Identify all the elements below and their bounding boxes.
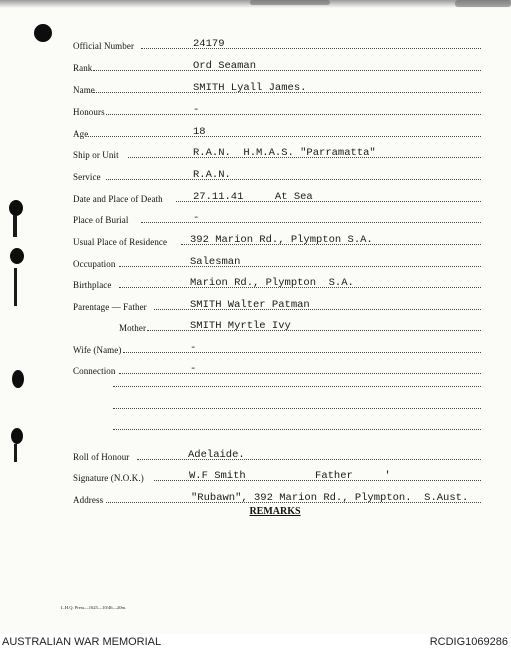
punch-hole xyxy=(9,200,23,216)
field-label: Name xyxy=(73,85,95,95)
form-row xyxy=(73,168,481,182)
field-value: Marion Rd., Plympton S.A. xyxy=(190,277,354,289)
form-row xyxy=(73,298,481,312)
field-label: Occupation xyxy=(73,259,116,269)
dotted-rule xyxy=(123,352,481,353)
dotted-rule xyxy=(119,373,481,374)
punch-hole xyxy=(34,24,52,42)
field-value: 27.11.41 At Sea xyxy=(193,191,313,203)
form-row xyxy=(73,276,481,290)
field-value: Ord Seaman xyxy=(193,60,257,72)
field-label: Wife (Name) xyxy=(73,345,122,355)
form-row xyxy=(73,341,481,355)
field-label: Service xyxy=(73,172,101,182)
field-value: - xyxy=(193,212,200,224)
field-value: R.A.N. H.M.A.S. "Parramatta" xyxy=(193,147,376,159)
punch-hole xyxy=(10,248,24,264)
field-label: Ship or Unit xyxy=(73,150,119,160)
field-value: SMITH Lyall James. xyxy=(193,82,307,94)
scan-smudge xyxy=(455,0,511,7)
field-label: Official Number xyxy=(73,41,135,51)
field-value: Adelaide. xyxy=(188,449,245,461)
field-label: Place of Burial xyxy=(73,215,129,225)
field-value: SMITH Walter Patman xyxy=(190,299,310,311)
binding-clip xyxy=(14,444,17,462)
field-value: 24179 xyxy=(193,38,225,50)
form-row xyxy=(73,146,481,160)
dotted-rule xyxy=(141,222,481,223)
form-row xyxy=(73,362,481,376)
dotted-rule xyxy=(106,179,481,180)
field-label: Birthplace xyxy=(73,280,112,290)
field-label: Connection xyxy=(73,366,116,376)
field-label: Date and Place of Death xyxy=(73,194,163,204)
connection-line xyxy=(113,429,481,430)
footer-record-id: RCDIG1069286 xyxy=(429,636,508,648)
form-row xyxy=(73,103,481,117)
punch-hole xyxy=(12,370,24,388)
dotted-rule xyxy=(106,114,481,115)
field-label: Rank xyxy=(73,63,93,73)
field-label: Age xyxy=(73,129,89,139)
form-row xyxy=(73,211,481,225)
field-value: - xyxy=(190,363,197,375)
form-row xyxy=(73,319,481,333)
form-row xyxy=(73,233,481,247)
form-row xyxy=(73,448,481,462)
field-value: "Rubawn", 392 Marion Rd., Plympton. S.Aust. xyxy=(191,492,469,504)
dotted-rule xyxy=(88,136,481,137)
dotted-rule xyxy=(141,48,481,49)
field-label: Mother xyxy=(119,323,147,333)
footer-archive-name: AUSTRALIAN WAR MEMORIAL xyxy=(2,636,162,648)
field-value: SMITH Myrtle Ivy xyxy=(190,320,291,332)
field-value: Salesman xyxy=(190,256,241,268)
dotted-rule xyxy=(93,70,481,71)
form-row xyxy=(73,125,481,139)
connection-line xyxy=(113,408,481,409)
form-row xyxy=(73,255,481,269)
form-row xyxy=(73,190,481,204)
form-row xyxy=(73,37,481,51)
field-label: Signature (N.O.K.) xyxy=(73,473,144,483)
binding-clip xyxy=(13,215,17,237)
connection-line xyxy=(113,386,481,387)
remarks-heading: REMARKS xyxy=(249,506,301,517)
field-label: Usual Place of Residence xyxy=(73,237,168,247)
field-value: - xyxy=(193,104,200,116)
field-value: R.A.N. xyxy=(193,169,231,181)
binding-clip xyxy=(14,268,17,306)
field-label: Parentage — Father xyxy=(73,302,147,312)
field-label: Address xyxy=(73,495,104,505)
form-row xyxy=(73,469,481,483)
field-value: 392 Marion Rd., Plympton S.A. xyxy=(190,234,373,246)
form-row xyxy=(73,491,481,505)
field-value: 18 xyxy=(193,126,206,138)
form-row xyxy=(73,81,481,95)
punch-hole xyxy=(11,428,23,444)
field-label: Roll of Honour xyxy=(73,452,130,462)
scan-smudge xyxy=(250,0,330,5)
print-code: L.H.Q. Press—1625—10/46—20m. xyxy=(61,605,127,610)
field-label: Honours xyxy=(73,107,105,117)
field-value: - xyxy=(190,342,197,354)
field-value: W.F Smith Father ' xyxy=(189,470,391,482)
form-row xyxy=(73,59,481,73)
dotted-rule xyxy=(119,266,481,267)
